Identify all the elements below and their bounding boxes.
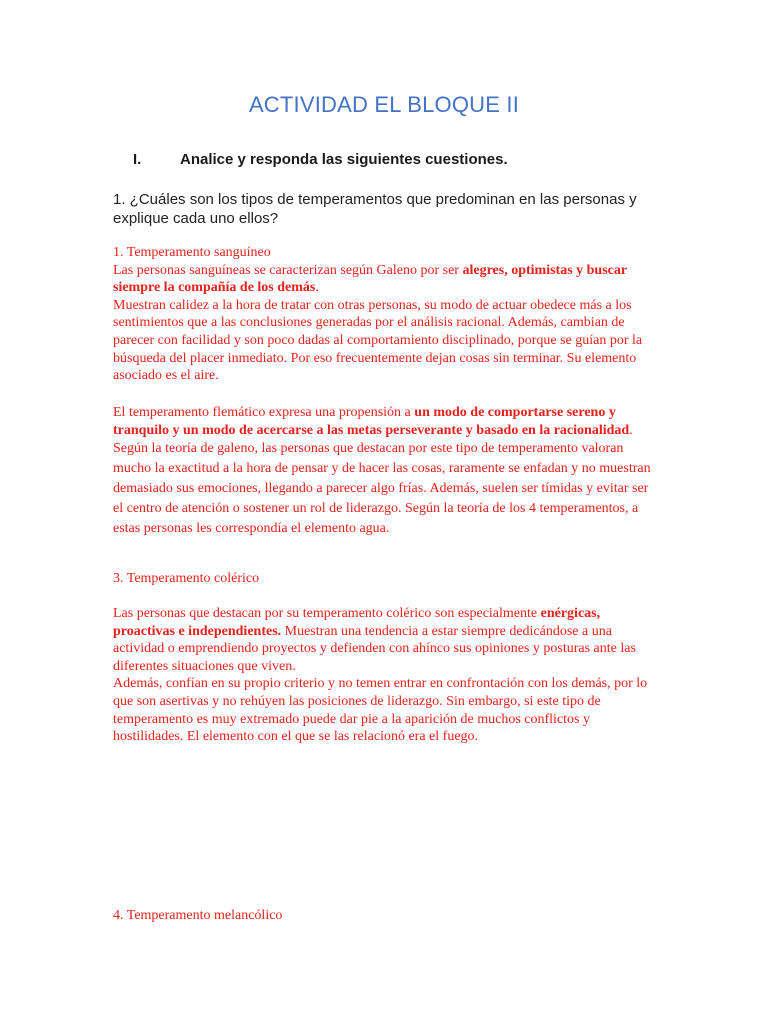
answer-flematico	[113, 404, 658, 539]
colerico-paragraph-2: Además, confían en su propio criterio y no temen entrar en confrontación con los demás, por lo que son asertivas y no rehúyen las posiciones de liderazgo. Sin embargo, si este tipo de temperamento es muy extremado puede dar pie a la aparición de muchos conflictos y hostilidades. El elemento con el que se las relacionó era el fuego.	[113, 676, 648, 745]
answer-sanguineo	[113, 244, 658, 385]
text-run: .	[629, 422, 633, 438]
text-run: Las personas que destacan por su temperamento colérico son especialmente	[113, 606, 541, 621]
section-heading-text: Analice y responda las siguientes cuestiones.	[180, 151, 508, 168]
sanguineo-paragraph-1	[113, 262, 658, 297]
section-number: I.	[133, 151, 142, 168]
sanguineo-paragraph-2: Muestran calidez a la hora de tratar con otras personas, su modo de actuar obedece más a los sentimientos que a las conclusiones generadas por el análisis racional. Además, cambian de parecer con facilidad y son poco dadas al comportamiento disciplinado, porque se guían por la búsqueda del placer inmediato. Por eso frecuentemente dejan cosas sin terminar. Su elemento asociado es el aire.	[113, 297, 643, 384]
page-title: ACTIVIDAD EL BLOQUE II	[248, 92, 520, 117]
text-run: El temperamento flemático expresa una propensión a	[113, 405, 415, 420]
text-run: .	[315, 280, 319, 296]
section-heading	[133, 151, 508, 168]
text-run: Las personas sanguíneas se caracterizan según Galeno por ser	[113, 262, 463, 278]
colerico-paragraph-1	[113, 605, 658, 675]
text-run: Muestran una tendencia a estar siempre dedicándose a una actividad o emprendiendo proyectos y defienden con ahínco sus opiniones y posturas ante las diferentes situaciones que viven.	[113, 623, 636, 674]
melancolico-heading: 4. Temperamento melancólico	[113, 908, 283, 923]
colerico-heading: 3. Temperamento colérico	[113, 571, 260, 586]
answer-colerico	[113, 605, 658, 746]
bold-run: enérgicas, proactivas e independientes.	[113, 606, 601, 639]
flematico-paragraph-2: Según la teoría de galeno, las personas que destacan por este tipo de temperamento valoran mucho la exactitud a la hora de pensar y de hacer las cosas, raramente se enfadan y no muestran demasiado sus emociones, llegando a parecer algo frías. Además, suelen ser tímidas y evitar ser el centro de atención o sostener un rol de liderazgo. Según la teoría de los 4 temperamentos, a estas personas les correspondía el elemento agua.	[113, 441, 651, 537]
sanguineo-heading: 1. Temperamento sanguíneo	[113, 245, 271, 260]
bold-run: alegres, optimistas y buscar siempre la compañía de los demás	[113, 262, 627, 296]
bold-run: un modo de comportarse sereno y tranquilo y un modo de acercarse a las metas perseverante y basado en la racionalidad	[113, 405, 630, 438]
question-text: 1. ¿Cuáles son los tipos de temperamentos que predominan en las personas y explique cada uno ellos?	[113, 191, 637, 227]
flematico-paragraph-1	[113, 404, 658, 439]
